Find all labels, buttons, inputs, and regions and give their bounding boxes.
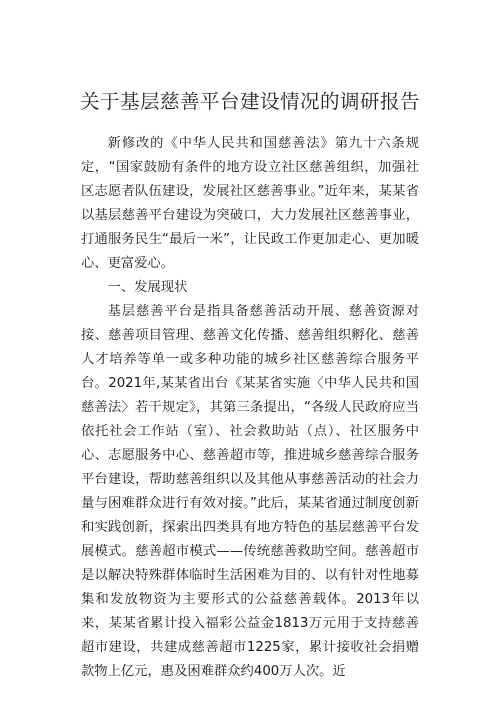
document-title: 关于基层慈善平台建设情况的调研报告 xyxy=(79,90,420,113)
paragraph-intro: 新修改的《中华人民共和国慈善法》第九十六条规定，“国家鼓励有条件的地方设立社区慈善组织，加强社区志愿者队伍建设，发展社区慈善事业。”近年来，某某省以基层慈善平台建设为突破口，大力发展社区慈善事业，打通服务民生“最后一米”，让民政工作更加走心、更加暖心、更富爱心。 xyxy=(81,136,419,271)
document-body xyxy=(81,132,419,684)
paragraph-development-status: 基层慈善平台是指具备慈善活动开展、慈善资源对接、慈善项目管理、慈善文化传播、慈善组织孵化、慈善人才培养等单一或多种功能的城乡社区慈善综合服务平台。2021年,某某省出台《某某省实施〈中华人民共和国慈善法〉若干规定》，其第三条提出，“各级人民政府应当依托社会工作站（室）、社会救助站（点）、社区服务中心、志愿服务中心、慈善超市等，推进城乡慈善综合服务平台建设，帮助慈善组织以及其他从事慈善活动的社会力量与困难群众进行有效对接。”此后，某某省通过制度创新和实践创新，探索出四类具有地方特色的基层慈善平台发展模式。慈善超市模式——传统慈善救助空间。慈善超市是以解决特殊群体临时生活困难为目的、以有针对性地募集和发放物资为主要形式的公益慈善载体。2013年以来，某某省累计投入福彩公益金1813万元用于支持慈善超市建设，共建成慈善超市1225家，累计接收社会捐赠款物上亿元，惠及困难群众约400万人次。近 xyxy=(81,304,419,679)
section-heading-development-status: 一、发展现状 xyxy=(107,280,188,295)
